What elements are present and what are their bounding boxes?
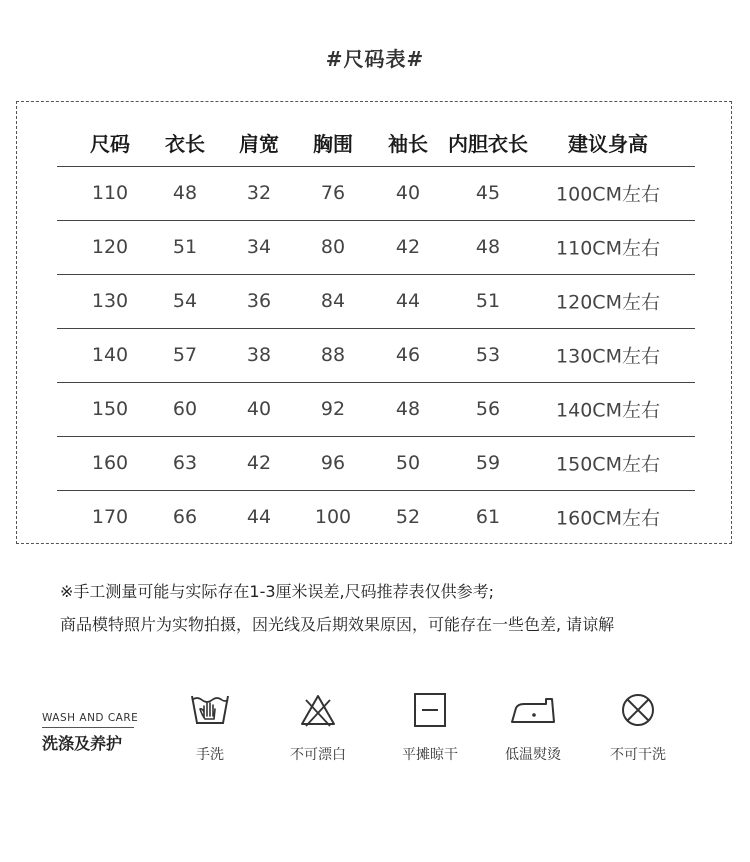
cell-sleeve: 52 <box>395 506 421 528</box>
care-label: 平摊晾干 <box>402 747 458 763</box>
cell-length: 48 <box>172 182 198 204</box>
cell-sleeve: 46 <box>395 344 421 366</box>
care-title-divider <box>42 727 134 728</box>
cell-chest: 88 <box>320 344 346 366</box>
cell-liner-length: 45 <box>475 182 501 204</box>
cell-shoulder: 32 <box>246 182 272 204</box>
header-size: 尺码 <box>90 132 130 156</box>
cell-chest: 80 <box>320 236 346 258</box>
cell-length: 57 <box>172 344 198 366</box>
cell-sleeve: 48 <box>395 398 421 420</box>
header-chest: 胸围 <box>313 132 353 156</box>
cell-shoulder: 40 <box>246 398 272 420</box>
cell-chest: 96 <box>320 452 346 474</box>
care-item-no-dry-clean <box>598 690 678 764</box>
cell-chest: 76 <box>320 182 346 204</box>
cell-size: 110 <box>91 182 129 204</box>
cell-liner-length: 59 <box>475 452 501 474</box>
table-row <box>0 166 750 220</box>
cell-sleeve: 50 <box>395 452 421 474</box>
cell-length: 60 <box>172 398 198 420</box>
table-row <box>0 436 750 490</box>
care-item-no-bleach <box>278 690 358 764</box>
cell-length: 66 <box>172 506 198 528</box>
cell-height: 100CM左右 <box>556 183 660 206</box>
table-row <box>0 328 750 382</box>
cell-shoulder: 38 <box>246 344 272 366</box>
cell-size: 170 <box>91 506 129 528</box>
low-iron-icon <box>508 690 558 730</box>
cell-height: 130CM左右 <box>556 345 660 368</box>
cell-height: 160CM左右 <box>556 507 660 530</box>
table-row <box>0 274 750 328</box>
no-dry-clean-icon <box>616 690 660 730</box>
care-label: 不可漂白 <box>290 747 346 763</box>
cell-shoulder: 34 <box>246 236 272 258</box>
cell-shoulder: 36 <box>246 290 272 312</box>
flat-dry-icon <box>408 690 452 730</box>
cell-size: 150 <box>91 398 129 420</box>
cell-length: 54 <box>172 290 198 312</box>
header-length: 衣长 <box>165 132 205 156</box>
cell-height: 120CM左右 <box>556 291 660 314</box>
care-label: 手洗 <box>196 747 224 763</box>
cell-size: 160 <box>91 452 129 474</box>
cell-sleeve: 44 <box>395 290 421 312</box>
cell-height: 140CM左右 <box>556 399 660 422</box>
cell-liner-length: 61 <box>475 506 501 528</box>
table-row <box>0 382 750 436</box>
cell-liner-length: 48 <box>475 236 501 258</box>
care-label: 不可干洗 <box>610 747 666 763</box>
color-difference-note: 商品模特照片为实物拍摄，因光线及后期效果原因，可能存在一些色差, 请谅解 <box>60 615 615 634</box>
cell-chest: 92 <box>320 398 346 420</box>
care-item-flat-dry <box>390 690 470 764</box>
cell-liner-length: 56 <box>475 398 501 420</box>
table-row <box>0 490 750 544</box>
cell-height: 110CM左右 <box>556 237 660 260</box>
cell-height: 150CM左右 <box>556 453 660 476</box>
cell-shoulder: 42 <box>246 452 272 474</box>
header-liner-length: 内胆衣长 <box>448 132 528 156</box>
cell-sleeve: 42 <box>395 236 421 258</box>
care-label: 低温熨烫 <box>505 747 561 763</box>
page-title: #尺码表# <box>325 47 425 71</box>
cell-size: 120 <box>91 236 129 258</box>
care-item-hand-wash <box>170 690 250 764</box>
cell-length: 63 <box>172 452 198 474</box>
measurement-note: ※手工测量可能与实际存在1-3厘米误差,尺码推荐表仅供参考; <box>60 582 495 601</box>
cell-size: 140 <box>91 344 129 366</box>
hand-wash-icon <box>188 690 232 730</box>
cell-sleeve: 40 <box>395 182 421 204</box>
header-shoulder: 肩宽 <box>239 132 279 156</box>
cell-liner-length: 53 <box>475 344 501 366</box>
table-row <box>0 220 750 274</box>
care-item-low-iron <box>493 690 573 764</box>
no-bleach-icon <box>296 690 340 730</box>
cell-chest: 100 <box>314 506 352 528</box>
care-title-en: WASH AND CARE <box>42 712 139 724</box>
cell-length: 51 <box>172 236 198 258</box>
header-height: 建议身高 <box>568 132 648 156</box>
cell-liner-length: 51 <box>475 290 501 312</box>
cell-size: 130 <box>91 290 129 312</box>
header-sleeve: 袖长 <box>388 132 428 156</box>
cell-chest: 84 <box>320 290 346 312</box>
care-title-cn: 洗涤及养护 <box>42 734 123 753</box>
cell-shoulder: 44 <box>246 506 272 528</box>
